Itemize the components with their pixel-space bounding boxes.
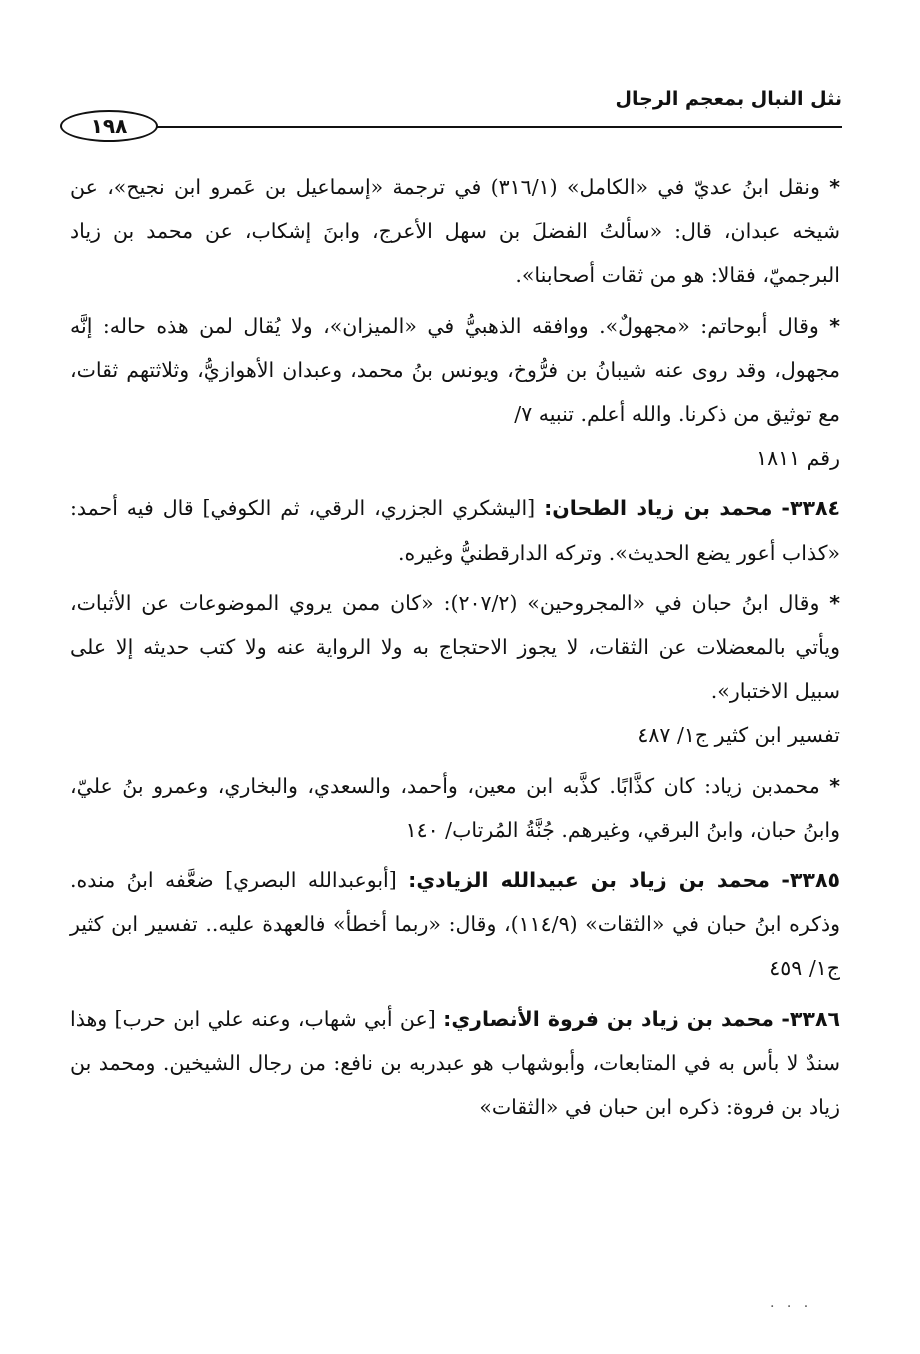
entry-name: محمد بن زياد الطحان: — [544, 496, 773, 521]
paragraph-ibn-hibban — [70, 581, 840, 758]
entry-number: ٣٣٨٦- — [781, 1006, 840, 1031]
entry-text: [اليشكري الجزري، الرقي، ثم الكوفي] قال فيه أحمد: «كذاب أعور يضع الحديث». وتركه الدارقطنيُّ وغيره. — [70, 496, 840, 565]
entry-number: ٣٣٨٤- — [781, 496, 840, 521]
entry-name: محمد بن زياد بن فروة الأنصاري: — [443, 1006, 774, 1031]
entry-3386 — [70, 997, 840, 1130]
paragraph-text: ونقل ابنُ عديّ في «الكامل» (٣١٦/١) في ترجمة «إسماعيل بن عَمرو ابن نجيح»، عن شيخه عبدان، قال: «سألتُ الفضلَ بن سهل الأعرج، وابنَ إشكاب، عن محمد بن زياد البرجميّ، فقالا: هو من ثقات أصحابنا». — [70, 175, 840, 288]
paragraph-abu-hatim — [70, 304, 840, 481]
bullet-star-icon: * — [829, 590, 840, 615]
paragraph-text: محمدبن زياد: كان كذَّابًا. كذَّبه ابن معين، وأحمد، والسعدي، والبخاري، وعمرو بنُ عليّ، وابنُ حبان، وابنُ البرقي، وغيرهم. جُنَّةُ المُرتاب/ ١٤٠ — [70, 773, 840, 842]
paragraph-kadhdhab — [70, 764, 840, 852]
source-reference: رقم ١٨١١ — [756, 446, 840, 471]
running-header — [60, 88, 842, 148]
page-edge-dots: . . . — [770, 1295, 813, 1311]
bullet-star-icon: * — [829, 773, 840, 798]
page-number: ١٩٨ — [60, 110, 158, 142]
entry-3385 — [70, 858, 840, 991]
paragraph-ibn-adi — [70, 165, 840, 298]
paragraph-text: وقال أبوحاتم: «مجهولٌ». ووافقه الذهبيُّ في «الميزان»، ولا يُقال لمن هذه حاله: إنَّه مجهول، وقد روى عنه شيبانُ بن فرُّوخ، ويونس بنُ محمد، وعبدان الأهوازيُّ، وثلاثتهم ثقات، مع توثيق من ذكرنا. والله أعلم. تنبيه ٧/ — [70, 313, 840, 427]
entry-text: [أبوعبدالله البصري] ضعَّفه ابنُ منده. وذكره ابنُ حبان في «الثقات» (١١٤/٩)، وقال: «ربما أخطأ» فالعهدة عليه.. تفسير ابن كثير ج١/ ٤٥٩ — [70, 868, 840, 981]
entry-number: ٣٣٨٥- — [781, 868, 840, 893]
bullet-star-icon: * — [829, 175, 840, 199]
entry-3384 — [70, 486, 840, 574]
body-text — [70, 165, 840, 1129]
entry-name: محمد بن زياد بن عبيدالله الزيادي: — [408, 868, 770, 893]
entry-text: [عن أبي شهاب، وعنه علي ابن حرب] وهذا سندٌ لا بأس به في المتابعات، وأبوشهاب هو عبدربه بن نافع: من رجال الشيخين. ومحمد بن زياد بن فروة: ذكره ابن حبان في «الثقات» — [70, 1006, 840, 1120]
source-reference: تفسير ابن كثير ج١/ ٤٨٧ — [637, 723, 840, 748]
paragraph-text: وقال ابنُ حبان في «المجروحين» (٢٠٧/٢): «كان ممن يروي الموضوعات عن الأثبات، ويأتي بالمعضلات عن الثقات، لا يجوز الاحتجاج به ولا الرواية عنه ولا كتب حديثه إلا على سبيل الاختبار». — [70, 590, 840, 704]
book-title: نثل النبال بمعجم الرجال — [615, 88, 842, 110]
header-rule — [157, 126, 842, 128]
bullet-star-icon: * — [829, 313, 840, 338]
